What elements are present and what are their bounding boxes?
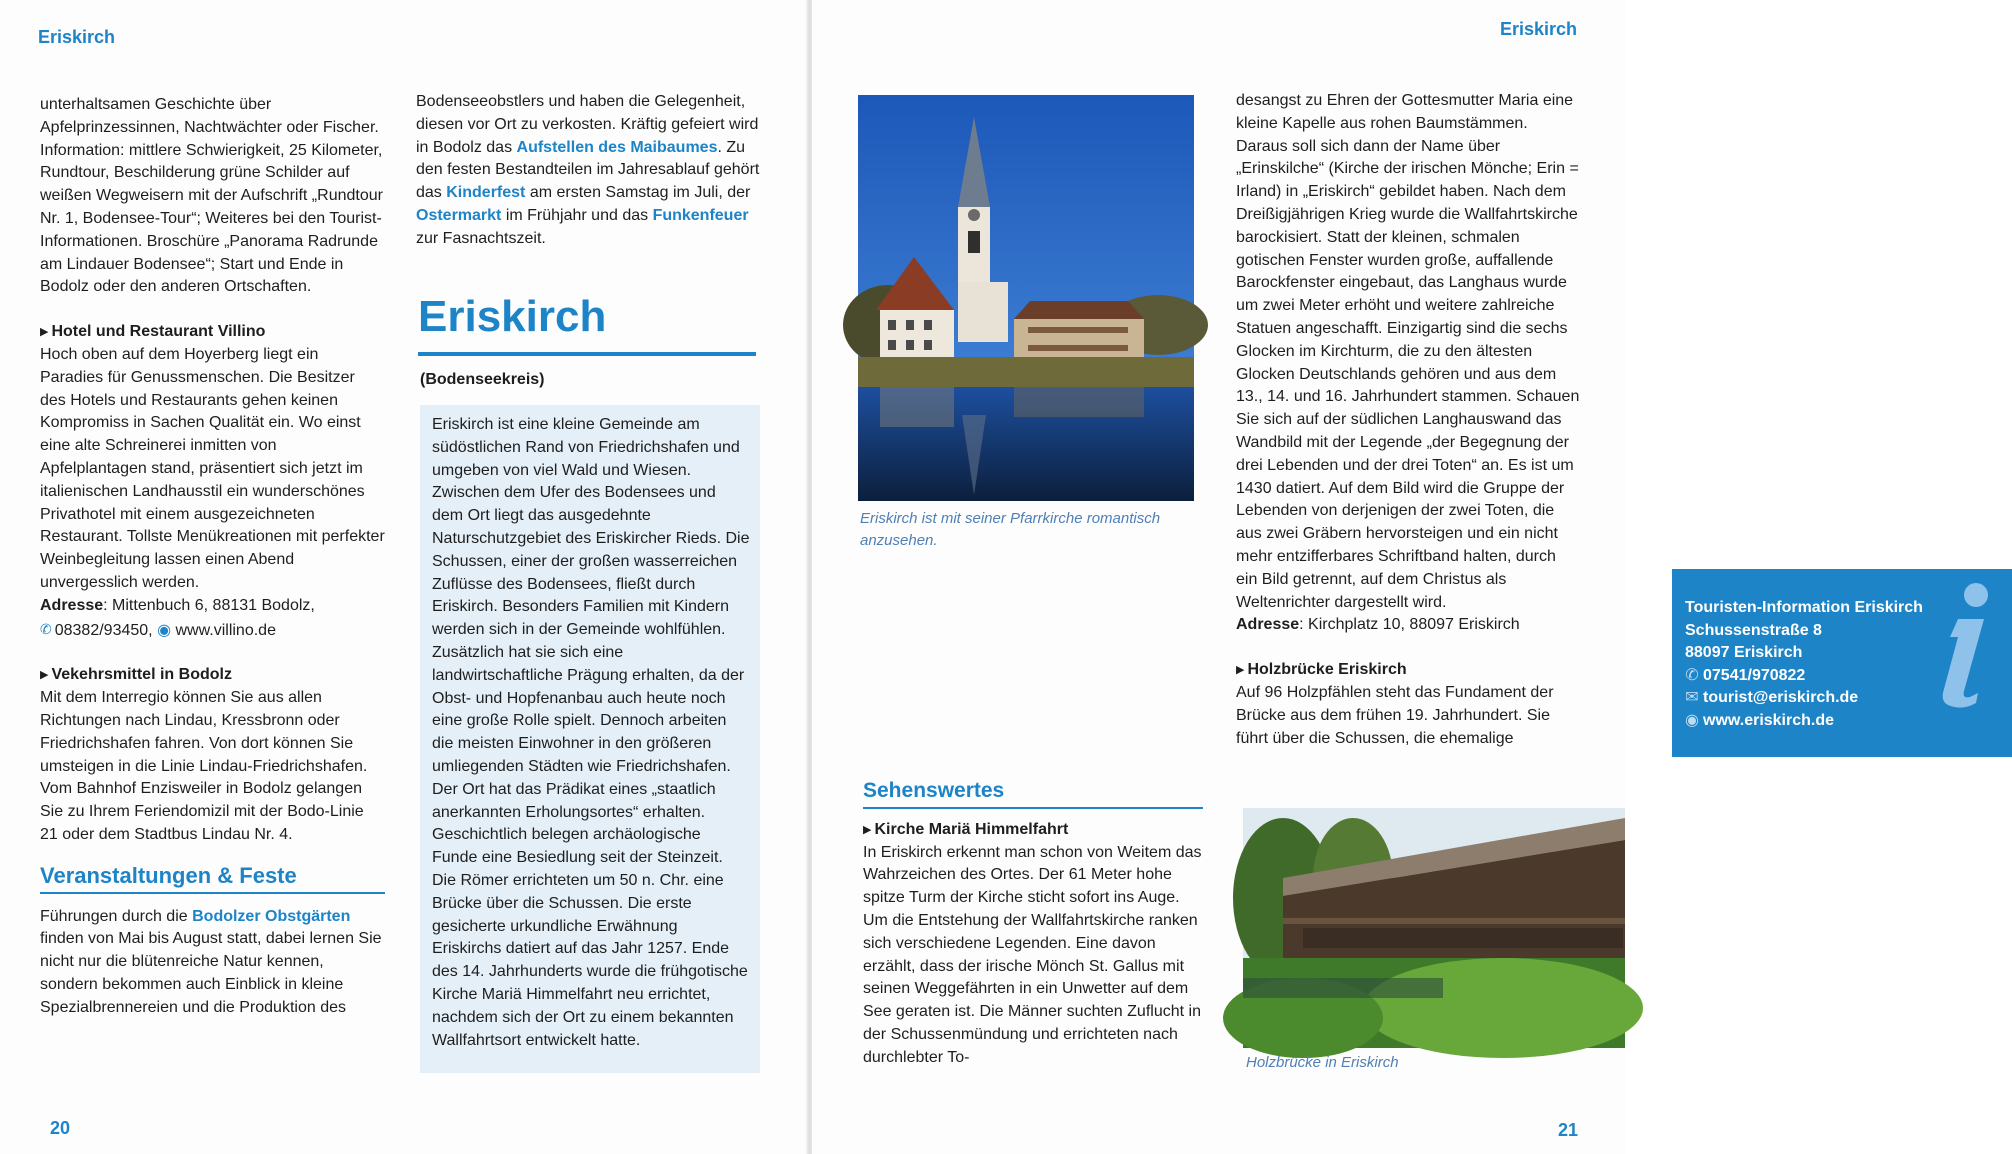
svg-text:i: i <box>1928 579 1929 580</box>
events-paragraph: Führungen durch die Bodolzer Obstgärten finden von Mai bis August statt, dabei lernen Sie nicht nur die blütenreiche Natur kennen, sondern bekommen auch Einblick in kleine Spezialbrennereien und die Produktion des <box>40 907 382 1016</box>
church-address: Adresse: Kirchplatz 10, 88097 Eriskirch <box>1236 616 1520 634</box>
left-page <box>0 0 810 1154</box>
hotel-heading: ▶ Hotel und Restaurant Villino <box>40 321 385 344</box>
info-email-link[interactable]: tourist@eriskirch.de <box>1703 689 1859 707</box>
church-photo <box>858 95 1194 501</box>
bridge-photo <box>1243 808 1625 1048</box>
info-web-link[interactable]: www.eriskirch.de <box>1703 711 1835 729</box>
bridge-photo-svg <box>1243 808 1625 1048</box>
events-heading: Veranstaltungen & Feste <box>40 865 385 894</box>
ostermarkt-link[interactable]: Ostermarkt <box>416 206 502 224</box>
funkenfeuer-link[interactable]: Funkenfeuer <box>652 206 749 224</box>
bridge-photo-caption: Holzbrücke in Eriskirch <box>1246 1054 1399 1071</box>
info-i-icon <box>1928 579 1998 709</box>
phone-icon: ✆ <box>1685 666 1699 684</box>
intro-paragraph: Eriskirch ist eine kleine Gemeinde am südöstlichen Rand von Friedrichshafen und umgeben von viel Wald und Wiesen. Zwischen dem Ufer des Bodensees und dem Ort liegt das ausgedehnte Naturschutzgebiet des Eriskircher Rieds. Die Schussen, einer der großen wasserreichen Zuflüsse des Bodensees, fließt durch Eriskirch. Besonders Familien mit Kindern werden sich in der Gemeinde wohlfühlen. Zusätzlich hat sie sich eine landwirtschaftliche Prägung erhalten, da der Obst- und Hopfenanbau auch heute noch eine große Rolle spielt. Dennoch arbeiten die meisten Einwohner in den größeren umliegenden Städten wie Friedrichshafen. Der Ort hat das Prädikat eines „staatlich anerkannten Erholungsortes“ erhalten. Geschichtlich belegen archäologische Funde eine Besiedlung seit der Steinzeit. Die Römer errichteten um 50 n. Chr. eine Brücke über die Schussen. Die erste gesicherte urkundliche Erwähnung Eriskirchs datiert auf das Jahr 1257. Ende des 14. Jahrhunderts wurde die frühgotische Kirche Mariä Himmelfahrt neu errichtet, nachdem sich der Ort zu einem bekannten Wallfahrtsort entwickelt hatte. <box>432 416 750 1049</box>
info-street: Schussenstraße 8 <box>1685 621 1822 639</box>
running-head-right: Eriskirch <box>1500 19 1578 39</box>
right-column-2 <box>1236 90 1580 750</box>
tourist-info-box <box>1672 569 2012 757</box>
title-rule <box>418 352 756 356</box>
hotel-address: Adresse: Mittenbuch 6, 88131 Bodolz, <box>40 596 315 614</box>
kinderfest-link[interactable]: Kinderfest <box>446 184 526 202</box>
info-phone: ✆ 07541/970822 <box>1685 665 2012 688</box>
church-heading: ▶ Kirche Mariä Himmelfahrt <box>863 819 1203 842</box>
intro-box <box>420 405 760 1073</box>
church-photo-svg <box>858 95 1194 501</box>
hotel-contact: ✆ 08382/93450, ◉ www.villino.de <box>40 618 385 643</box>
mail-icon: ✉ <box>1685 689 1699 707</box>
transport-paragraph: Mit dem Interregio können Sie aus allen Richtungen nach Lindau, Kressbronn oder Friedrichshafen fahren. Von dort können Sie umsteigen in die Linie Lindau-Friedrichshafen. Vom Bahnhof Enzisweiler in Bodolz gelangen Sie zu Ihrem Feriendomizil mit der Bodo-Linie 21 oder dem Stadtbus Lindau Nr. 4. <box>40 689 368 843</box>
bridge-paragraph: Auf 96 Holzpfählen steht das Fundament der Brücke aus dem frühen 19. Jahrhundert. Sie führt über die Schussen, die ehemalige <box>1236 683 1554 747</box>
district-label: (Bodenseekreis) <box>420 371 545 388</box>
page-number-right: 21 <box>1558 1120 1579 1140</box>
page-number-left: 20 <box>50 1118 71 1138</box>
obstgaerten-link[interactable]: Bodolzer Obstgärten <box>192 907 351 925</box>
church-photo-caption: Eriskirch ist mit seiner Pfarrkirche romantisch anzusehen. <box>860 510 1161 549</box>
triangle-bullet-icon: ▶ <box>40 326 49 339</box>
right-column-1 <box>863 780 1203 1070</box>
bike-tour-paragraph: unterhaltsamen Geschichte über Apfelprinzessinnen, Nachtwächter oder Fischer. Information: mittlere Schwierigkeit, 25 Kilometer, Rundtour, Beschilderung grüne Schilder auf weißen Wegweisern mit der Aufschrift „Rundtour Nr. 1, Bodensee-Tour“; Weiteres bei den Tourist-Informationen. Broschüre „Panorama Radrunde am Lindauer Bodensee“; Start und Ende in Bodolz oder den anderen Ortschaften. <box>40 96 383 296</box>
sights-heading: Sehenswertes <box>863 780 1203 809</box>
globe-icon: ◉ <box>157 621 172 639</box>
triangle-bullet-icon: ▶ <box>863 823 872 836</box>
left-column-1 <box>40 94 385 1019</box>
bridge-heading: ▶ Holzbrücke Eriskirch <box>1236 659 1580 682</box>
globe-icon: ◉ <box>1685 711 1699 729</box>
transport-heading: ▶ Vekehrsmittel in Bodolz <box>40 664 385 687</box>
maibaum-link[interactable]: Aufstellen des Maibaumes <box>516 138 718 156</box>
church-continued-paragraph: desangst zu Ehren der Gottesmutter Maria eine kleine Kapelle aus rohen Baumstämmen. Daraus soll sich dann der Name über „Erinskilche“ (Kirche der irischen Mönche; Erin = Irland) in „Eriskirch“ gebildet haben. Nach dem Dreißigjährigen Krieg wurde die Wallfahrtskirche barockisiert. Statt der kleinen, schmalen gotischen Fenster wurden große, auffallende Barockfenster eingebaut, das Langhaus wurde um zwei Meter erhöht und weitere zahlreiche Statuen angeschafft. Einzigartig sind die sechs Glocken im Kirchturm, die zu den ältesten Glocken Deutschlands gehören und aus dem 13., 14. und 16. Jahrhundert stammen. Schauen Sie sich auf der südlichen Langhauswand das Wandbild mit der Legende „der Begegnung der drei Lebenden und der drei Toten“ an. Es ist um 1430 datiert. Auf dem Bild wird die Gruppe der Lebenden von derjenigen der zwei Toten, die aus zwei Gräbern hervorsteigen und ein nicht mehr entzifferbares Schriftband halten, durch ein Bild getrennt, auf dem Christus als Weltenrichter dargestellt wird. <box>1236 92 1580 611</box>
right-page <box>812 0 1929 1154</box>
running-head-left: Eriskirch <box>38 27 116 47</box>
hotel-website-link[interactable]: www.villino.de <box>175 621 276 639</box>
hotel-paragraph: Hoch oben auf dem Hoyerberg liegt ein Paradies für Genussmenschen. Die Besitzer des Hotels und Restaurants gehen keinen Kompromiss in Sachen Qualität ein. Wo einst eine alte Schreinerei inmitten von Apfelplantagen stand, präsentiert sich jetzt im italienischen Landhausstil ein wunderschönes Privathotel mit einem ausgezeichneten Restaurant. Tollste Menükreationen mit perfekter Weinbegleitung lassen einen Abend unvergesslich werden. <box>40 345 385 591</box>
triangle-bullet-icon: ▶ <box>40 669 49 682</box>
chapter-title: Eriskirch <box>418 292 607 341</box>
info-city: 88097 Eriskirch <box>1685 644 1803 662</box>
phone-icon: ✆ <box>40 620 52 637</box>
church-paragraph: In Eriskirch erkennt man schon von Weitem das Wahrzeichen des Ortes. Der 61 Meter hohe spitze Turm der Kirche sticht sofort ins Auge. Um die Entstehung der Wallfahrtskirche ranken sich verschiedene Legenden. Eine davon erzählt, dass der irische Mönch St. Gallus mit seinen Weggefährten in ein Unwetter auf dem See geraten ist. Die Männer suchten Zuflucht in der Schussenmündung und errichteten nach durchlebter To- <box>863 843 1202 1066</box>
info-web <box>1685 710 2012 733</box>
info-title: Touristen-Information Eriskirch <box>1685 599 1923 616</box>
triangle-bullet-icon: ▶ <box>1236 664 1245 677</box>
left-column-2 <box>416 91 761 251</box>
events-continued-paragraph: Bodenseeobstlers und haben die Gelegenheit, diesen vor Ort zu verkosten. Kräftig gefeiert wird in Bodolz das Aufstellen des Maibaumes. Zu den festen Bestandteilen im Jahresablauf gehört das Kinderfest am ersten Samstag im Juli, der Ostermarkt im Frühjahr und das Funkenfeuer zur Fasnachtszeit. <box>416 93 760 247</box>
